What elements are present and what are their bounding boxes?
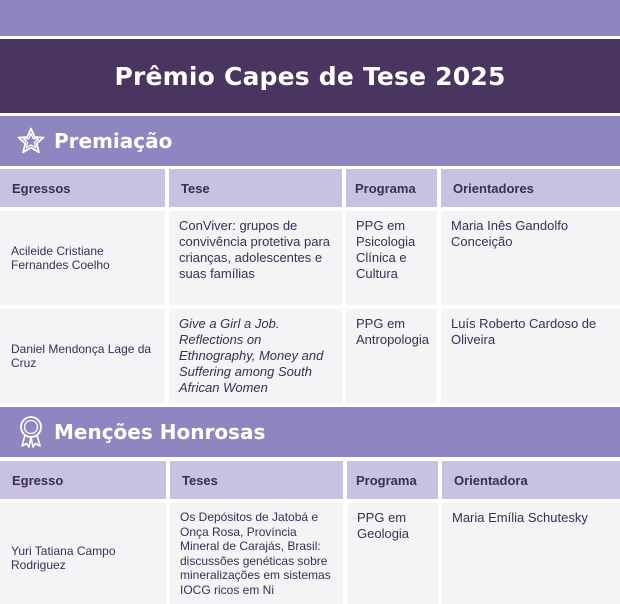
table-cell-egresso: Yuri Tatiana Campo Rodriguez — [0, 503, 166, 604]
column-header-orientadores: Orientadores — [441, 169, 620, 207]
table-cell-programa: PPG em Psicologia Clínica e Cultura — [346, 211, 437, 305]
column-header-programa: Programa — [346, 169, 437, 207]
table-cell-tese: Os Depósitos de Jatobá e Onça Rosa, Província Mineral de Carajás, Brasil: discussões genéticas sobre mineralizações em sistemas IOCG ricos em Ni — [170, 503, 343, 604]
column-header-egressos: Egressos — [0, 169, 165, 207]
table-cell-orientador: Maria Emília Schutesky — [442, 503, 620, 604]
section-title-premiacao: Premiação — [54, 129, 173, 153]
top-decorative-bar — [0, 0, 620, 36]
table-cell-tese: ConViver: grupos de convivência protetiva para crianças, adolescentes e suas famílias — [169, 211, 342, 305]
table-cell-orientador: Maria Inês Gandolfo Conceição — [441, 211, 620, 305]
column-header-programa: Programa — [347, 461, 438, 499]
premiacao-table — [0, 169, 620, 403]
column-header-tese: Tese — [169, 169, 342, 207]
section-header-premiacao — [0, 116, 620, 166]
table-cell-tese: Give a Girl a Job. Reflections on Ethnography, Money and Suffering among South African Women — [169, 309, 342, 403]
section-title-mencoes-honrosas: Menções Honrosas — [54, 420, 266, 444]
title-banner — [0, 39, 620, 113]
column-header-orientadora: Orientadora — [442, 461, 620, 499]
table-cell-orientador: Luís Roberto Cardoso de Oliveira — [441, 309, 620, 403]
column-header-egresso: Egresso — [0, 461, 166, 499]
page-title: Prêmio Capes de Tese 2025 — [114, 61, 506, 91]
award-ribbon-icon — [14, 415, 48, 449]
column-header-teses: Teses — [170, 461, 343, 499]
table-cell-programa: PPG em Geologia — [347, 503, 438, 604]
section-header-mencoes-honrosas — [0, 407, 620, 457]
mencoes-table — [0, 461, 620, 604]
table-cell-programa: PPG em Antropologia — [346, 309, 437, 403]
table-cell-egresso: Daniel Mendonça Lage da Cruz — [0, 309, 165, 403]
star-icon — [14, 124, 48, 158]
table-cell-egresso: Acileide Cristiane Fernandes Coelho — [0, 211, 165, 305]
